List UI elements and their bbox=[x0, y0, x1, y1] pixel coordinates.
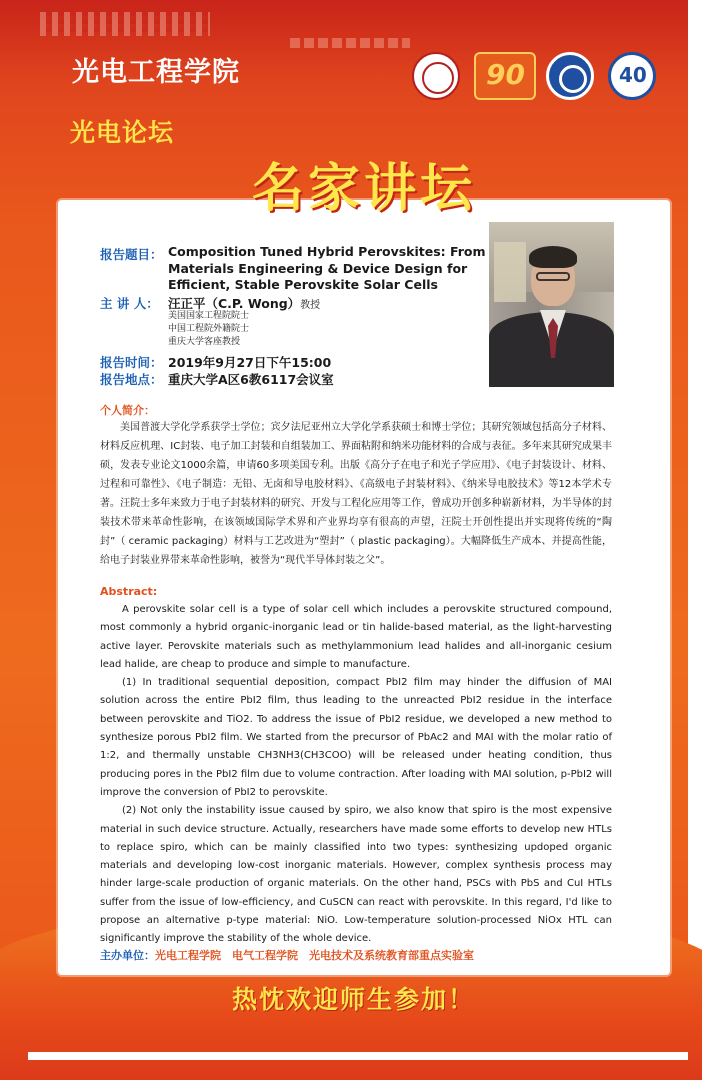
logo-group bbox=[412, 52, 674, 104]
college-emblem-icon bbox=[546, 52, 594, 100]
decorative-squares bbox=[290, 38, 410, 48]
university-seal-icon bbox=[412, 52, 460, 100]
bio-text: 美国普渡大学化学系获学士学位；宾夕法尼亚州立大学化学系获硕士和博士学位；其研究领域包括高分子材料、材料反应机理、IC封装、电子加工封装和自组装加工、界面粘附和纳米功能材料的合成与表征。多年来其研究成果丰硕，发表专业论文1000余篇，申请60多项美国专利。出版《高分子在电子和光子学应用》、《电子封装设计、材料、过程和可靠性》、《电子制造：无铅、无卤和导电胶材料》、《高级电子封装材料》、《纳米导电胶技术》等12本学术专著。汪院士多年来致力于电子封装材料的研究、开发与工程化应用等工作，曾成功开创多种崭新材料，为半导体的封装技术带来革命性影响，在该领域国际学术界和产业界均享有很高的声望，汪院士开创性提出并实现将传统的“陶封”（ ceramic packaging）材料与工艺改进为“塑封”（ plastic packaging）。大幅降低生产成本、并提高性能，给电子封装业界带来革命性影响，被誉为“现代半导体封装之父”。 bbox=[100, 422, 612, 566]
decorative-pattern bbox=[40, 12, 210, 36]
speaker-name: 汪正平（C.P. Wong） bbox=[168, 296, 301, 311]
host-line bbox=[100, 947, 474, 963]
forum-name: 光电论坛 bbox=[70, 118, 175, 147]
speaker-title-item: 重庆大学客座教授 bbox=[168, 337, 241, 347]
host-label: 主办单位： bbox=[100, 949, 155, 962]
abstract-section bbox=[100, 601, 612, 949]
talk-title: Composition Tuned Hybrid Perovskites: From Materials Engineering & Device Design for Efficient, Stable Perovskite Solar Cells bbox=[168, 244, 486, 292]
anniversary-90-logo-icon: 90 bbox=[474, 52, 536, 100]
abstract-heading: Abstract: bbox=[100, 585, 158, 598]
abstract-paragraph: (1) In traditional sequential deposition, compact PbI2 film may hinder the diffusion of MAI solution across the entire PbI2 film, thus leading to the unreacted PbI2 residue in the interface between perovskite and TiO2. To address the issue of PbI2 residue, we developed a new method to synthesize porous PbI2 film. We started from the precursor of PbAc2 and MAI with the molar ratio of 1:2, and thermally unstable CH3NH3(CH3COO) will be released under heating condition, thus producing pores in the PbI2 film due to volume contraction. After loading with MAI solution, p-PbI2 will improve the conversion of PbI2 to perovskite. bbox=[100, 677, 612, 798]
host-units: 光电工程学院 电气工程学院 光电技术及系统教育部重点实验室 bbox=[155, 949, 474, 962]
talk-place: 重庆大学A区6教6117会议室 bbox=[168, 372, 334, 387]
speaker-rank: 教授 bbox=[300, 300, 321, 311]
footer-bar bbox=[28, 1052, 688, 1060]
college-name: 光电工程学院 bbox=[72, 57, 240, 88]
anniversary-40-logo-icon: 40 bbox=[608, 52, 656, 100]
speaker-label: 主 讲 人： bbox=[100, 296, 159, 311]
abstract-paragraph: (2) Not only the instability issue caused by spiro, we also know that spiro is the most expensive material in such device structure. Actually, researchers have made some efforts to develop new HTLs to replace spiro, which can be mainly classified into two types: synthesizing updoped organic materials and developing low-cost inorganic materials. However, complex synthesis process may hinder large-scale production of organic materials. On the other hand, PSCs with PbS and CuI HTLs suffer from the issue of low-efficiency, and CuSCN can react with perovskite. In this regard, I'd like to propose an alternative p-type material: NiO. Low-temperature solution-processed NiOx HTL can significantly improve the stability of the whole device. bbox=[100, 805, 612, 945]
bio-heading: 个人简介： bbox=[100, 404, 155, 417]
speaker-title-item: 中国工程院外籍院士 bbox=[168, 324, 250, 334]
bio-section bbox=[100, 418, 612, 570]
time-label: 报告时间： bbox=[100, 355, 163, 370]
talk-time: 2019年9月27日下午15:00 bbox=[168, 355, 332, 370]
place-label: 报告地点： bbox=[100, 372, 163, 387]
speaker-title-item: 美国国家工程院院士 bbox=[168, 311, 250, 321]
abstract-paragraph: A perovskite solar cell is a type of solar cell which includes a perovskite structured compound, most commonly a hybrid organic-inorganic lead or tin halide-based material, as the light-harvesting active layer. Perovskite materials such as methylammonium lead halides and all-inorganic cesium lead halide, are cheap to produce and simple to manufacture. bbox=[100, 604, 612, 670]
lecture-series-headline: 名家讲坛 bbox=[252, 158, 477, 219]
speaker-titles bbox=[168, 310, 249, 349]
title-label: 报告题目： bbox=[100, 247, 163, 262]
right-edge-strip bbox=[688, 0, 702, 1080]
welcome-banner: 热忱欢迎师生参加！ bbox=[232, 985, 476, 1014]
speaker-photo bbox=[489, 222, 614, 387]
